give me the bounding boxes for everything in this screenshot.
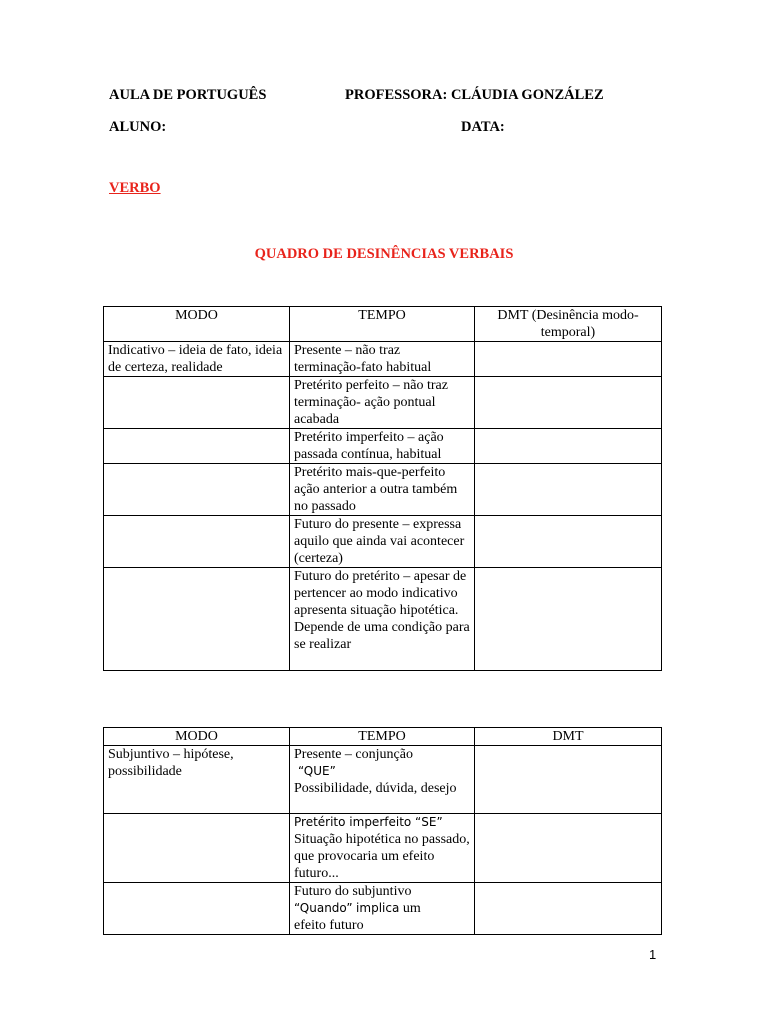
tempo-line: “QUE” — [298, 764, 336, 778]
header-tempo: TEMPO — [290, 728, 475, 746]
tempo-cell: Presente – não traz terminação-fato habitual — [290, 342, 475, 377]
table-row — [104, 516, 662, 568]
dmt-cell — [475, 568, 662, 671]
indicative-table — [103, 306, 662, 671]
tempo-cell — [290, 746, 475, 814]
table-row — [104, 377, 662, 429]
dmt-cell — [475, 464, 662, 516]
tempo-line: efeito futuro — [294, 918, 364, 933]
table-row — [104, 746, 662, 814]
tempo-cell: Futuro do pretérito – apesar de pertencer ao modo indicativo apresenta situação hipotética. Depende de uma condição para se realizar — [290, 568, 475, 671]
modo-cell — [104, 464, 290, 516]
modo-cell — [104, 883, 290, 935]
dmt-cell — [475, 429, 662, 464]
tempo-line — [294, 900, 470, 917]
tempo-cell: Pretérito perfeito – não traz terminação- ação pontual acabada — [290, 377, 475, 429]
table-row — [104, 814, 662, 883]
tempo-cell: Pretérito imperfeito – ação passada contínua, habitual — [290, 429, 475, 464]
modo-cell — [104, 429, 290, 464]
tempo-fragment: um — [402, 901, 421, 916]
table-header-row — [104, 728, 662, 746]
tempo-line: Situação hipotética no passado, que provocaria um efeito futuro... — [294, 832, 470, 881]
header-modo: MODO — [104, 307, 290, 342]
tempo-cell — [290, 883, 475, 935]
dmt-cell — [475, 342, 662, 377]
course-title: AULA DE PORTUGUÊS — [109, 87, 267, 103]
modo-cell — [104, 516, 290, 568]
dmt-cell — [475, 814, 662, 883]
table-row — [104, 883, 662, 935]
header-modo: MODO — [104, 728, 290, 746]
tempo-fragment: implica — [356, 901, 400, 915]
dmt-cell — [475, 516, 662, 568]
header-tempo: TEMPO — [290, 307, 475, 342]
tempo-line: Pretérito imperfeito “SE” — [294, 815, 443, 829]
modo-cell: Subjuntivo – hipótese, possibilidade — [104, 746, 290, 814]
tempo-line: Futuro do subjuntivo — [294, 884, 412, 899]
page-number: 1 — [649, 947, 657, 962]
modo-cell — [104, 568, 290, 671]
dmt-cell — [475, 883, 662, 935]
tempo-line: Possibilidade, dúvida, desejo — [294, 781, 457, 796]
modo-cell: Indicativo – ideia de fato, ideia de certeza, realidade — [104, 342, 290, 377]
header-dmt: DMT (Desinência modo-temporal) — [475, 307, 662, 342]
header-dmt: DMT — [475, 728, 662, 746]
section-heading: VERBO — [109, 180, 161, 196]
tempo-line: Presente – conjunção — [294, 747, 413, 762]
table-row — [104, 342, 662, 377]
dmt-cell — [475, 746, 662, 814]
date-label: DATA: — [461, 119, 505, 135]
student-label: ALUNO: — [109, 119, 167, 135]
teacher-name: PROFESSORA: CLÁUDIA GONZÁLEZ — [345, 87, 604, 103]
tempo-fragment: “Quando” — [294, 901, 353, 915]
modo-cell — [104, 814, 290, 883]
table-row — [104, 568, 662, 671]
tempo-cell — [290, 814, 475, 883]
dmt-cell — [475, 377, 662, 429]
modo-cell — [104, 377, 290, 429]
document-title: QUADRO DE DESINÊNCIAS VERBAIS — [254, 246, 514, 262]
tempo-cell: Pretérito mais-que-perfeito ação anterior a outra também no passado — [290, 464, 475, 516]
table-header-row — [104, 307, 662, 342]
subjunctive-table — [103, 727, 662, 935]
tempo-cell: Futuro do presente – expressa aquilo que ainda vai acontecer (certeza) — [290, 516, 475, 568]
table-row — [104, 464, 662, 516]
table-row — [104, 429, 662, 464]
